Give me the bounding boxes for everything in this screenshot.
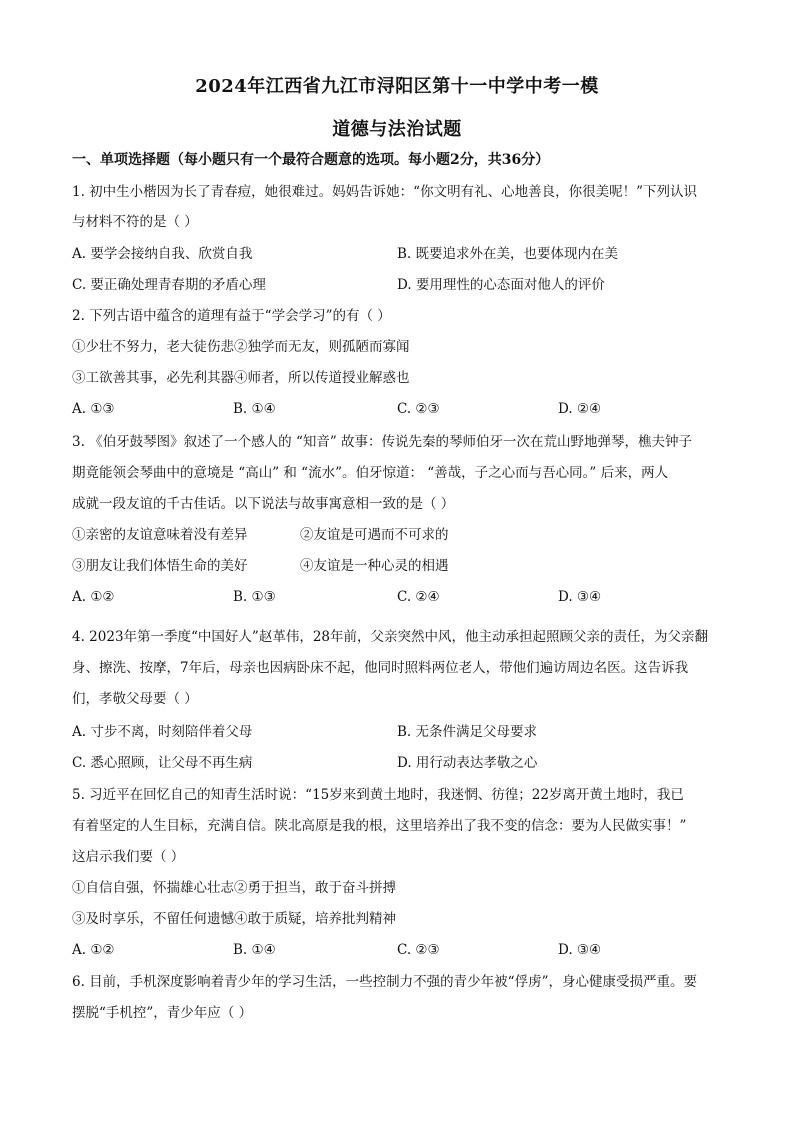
question-2-option-b: B. ①④ xyxy=(233,401,276,417)
question-4-stem-line-2: 身、擦洗、按摩，7年后，母亲也因病卧床不起，他同时照料两位老人，带他们遍访周边名医。这告诉我 xyxy=(72,660,689,676)
section-heading: 一、单项选择题（每小题只有一个最符合题意的选项。每小题2分，共36分） xyxy=(72,152,550,168)
question-6-stem-line-2: 摆脱“手机控”，青少年应（ ） xyxy=(72,1005,253,1021)
question-3-item-1: ①亲密的友谊意味着没有差异 xyxy=(72,527,248,543)
question-2-stem: 2. 下列古语中蕴含的道理有益于“学会学习”的有（ ） xyxy=(72,308,391,324)
question-3-option-b: B. ①③ xyxy=(233,589,276,605)
question-3-item-4: ④友谊是一种心灵的相遇 xyxy=(300,558,449,574)
question-5-item-line-1: ①自信自强，怀揣雄心壮志②勇于担当，敢于奋斗拼搏 xyxy=(72,880,396,896)
question-5-option-a: A. ①② xyxy=(72,942,115,958)
question-2-option-c: C. ②③ xyxy=(397,401,440,417)
question-6-stem-line-1: 6. 目前，手机深度影响着青少年的学习生活，一些控制力不强的青少年被“俘虏”，身心健康受损严重。要 xyxy=(72,974,697,990)
question-3-option-d: D. ③④ xyxy=(558,589,602,605)
exam-title: 2024年江西省九江市浔阳区第十一中学中考一模 xyxy=(195,76,599,97)
question-3-stem-line-3: 成就一段友谊的千古佳话。以下说法与故事寓意相一致的是（ ） xyxy=(72,496,455,512)
question-4-option-b: B. 无条件满足父母要求 xyxy=(397,724,538,740)
question-4-option-c: C. 悉心照顾，让父母不再生病 xyxy=(72,755,253,771)
question-1-option-c: C. 要正确处理青春期的矛盾心理 xyxy=(72,277,266,293)
question-3-option-c: C. ②④ xyxy=(397,589,440,605)
question-1-option-d: D. 要用理性的心态面对他人的评价 xyxy=(397,277,605,293)
question-2-option-d: D. ②④ xyxy=(558,401,602,417)
question-3-item-2: ②友谊是可遇而不可求的 xyxy=(300,527,449,543)
exam-subtitle: 道德与法治试题 xyxy=(332,119,462,140)
question-4-stem-line-3: 们，孝敬父母要（ ） xyxy=(72,691,198,707)
question-5-stem-line-3: 这启示我们要（ ） xyxy=(72,849,185,865)
question-3-stem-line-2: 期竟能领会琴曲中的意境是 “高山” 和 “流水”。伯牙惊道： “善哉，子之心而与吾心同。” 后来，两人 xyxy=(72,465,669,481)
question-2-option-a: A. ①③ xyxy=(72,401,115,417)
question-5-option-b: B. ①④ xyxy=(233,942,276,958)
question-1-option-b: B. 既要追求外在美，也要体现内在美 xyxy=(397,246,619,262)
question-4-option-a: A. 寸步不离，时刻陪伴着父母 xyxy=(72,724,253,740)
question-5-option-d: D. ③④ xyxy=(558,942,602,958)
question-3-option-a: A. ①② xyxy=(72,589,115,605)
question-5-option-c: C. ②③ xyxy=(397,942,440,958)
question-1-option-a: A. 要学会接纳自我、欣赏自我 xyxy=(72,246,253,262)
question-5-item-line-2: ③及时享乐，不留任何遗憾④敢于质疑，培养批判精神 xyxy=(72,911,396,927)
question-3-item-3: ③朋友让我们体悟生命的美好 xyxy=(72,558,248,574)
question-5-stem-line-2: 有着坚定的人生目标，充满自信。陕北高原是我的根，这里培养出了我不变的信念：要为人民做实事！” xyxy=(72,818,687,834)
question-3-stem-line-1: 3. 《伯牙鼓琴图》叙述了一个感人的 “知音” 故事：传说先秦的琴师伯牙一次在荒山野地弹琴，樵夫钟子 xyxy=(72,434,693,450)
question-5-stem-line-1: 5. 习近平在回忆自己的知青生活时说：“15岁来到黄土地时，我迷惘、彷徨；22岁离开黄土地时，我已 xyxy=(72,787,684,803)
question-2-item-line-1: ①少壮不努力，老大徒伤悲②独学而无友，则孤陋而寡闻 xyxy=(72,339,410,355)
question-4-stem-line-1: 4. 2023年第一季度“中国好人”赵革伟，28年前，父亲突然中风，他主动承担起照顾父亲的责任，为父亲翻 xyxy=(72,629,709,645)
question-2-item-line-2: ③工欲善其事，必先利其器④师者，所以传道授业解惑也 xyxy=(72,370,410,386)
question-1-stem-line-2: 与材料不符的是（ ） xyxy=(72,214,198,230)
question-4-option-d: D. 用行动表达孝敬之心 xyxy=(397,755,538,771)
question-1-stem-line-1: 1. 初中生小楷因为长了青春痘，她很难过。妈妈告诉她：“你文明有礼、心地善良，你很美呢！”下列认识 xyxy=(72,184,697,200)
